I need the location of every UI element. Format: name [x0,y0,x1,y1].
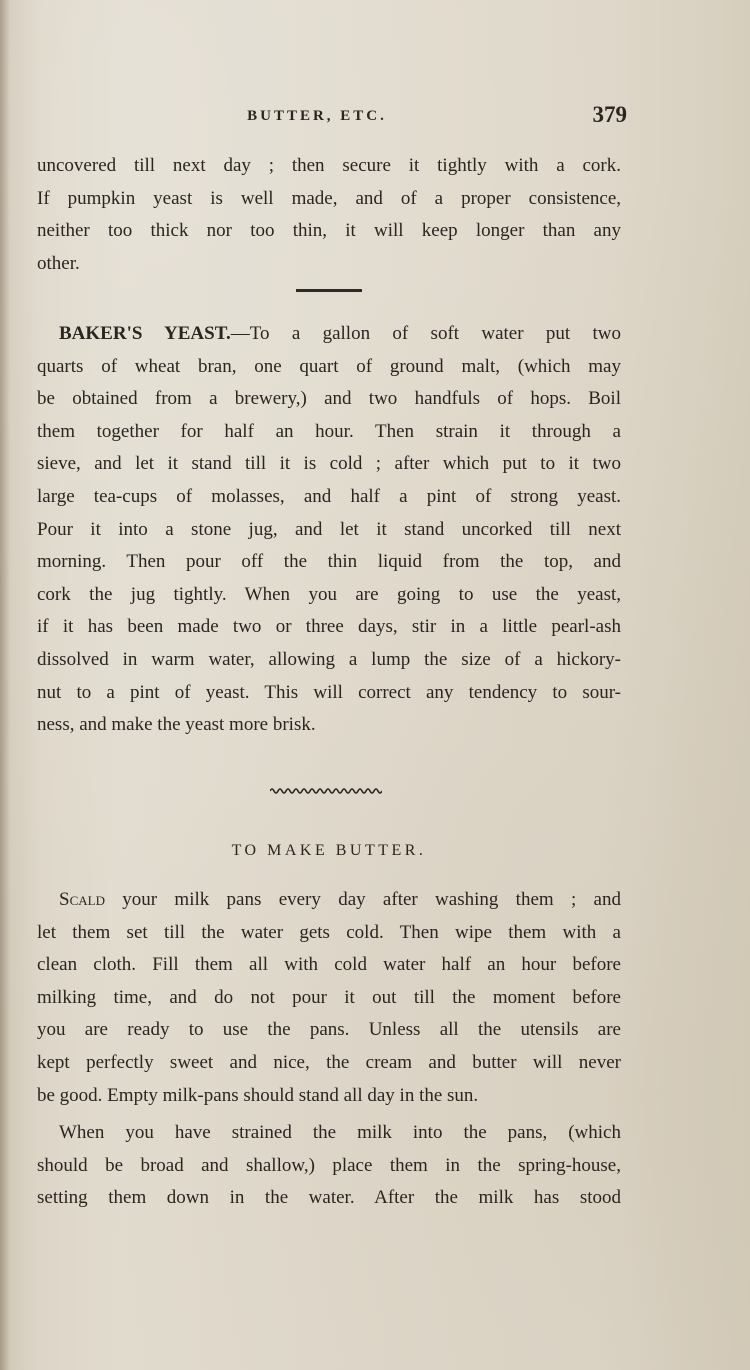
recipe-title-bakers-yeast: BAKER'S YEAST. [59,323,231,344]
text-fragment: your milk pans every day after washing them ; and [104,889,621,910]
text-line: you are ready to use the pans. Unless all the utensils are [37,1019,621,1041]
text-line: nut to a pint of yeast. This will correct any tendency to sour- [37,681,621,703]
spine-shadow [0,0,10,1370]
text-line: should be broad and shallow,) place them in the spring-house, [37,1154,621,1176]
text-line: if it has been made two or three days, stir in a little pearl-ash [37,616,621,638]
wavy-ornament [270,787,382,795]
text-line: let them set till the water gets cold. Then wipe them with a [37,921,621,943]
text-line: large tea-cups of molasses, and half a pint of strong yeast. [37,485,621,507]
drop-lead-word: Scald [59,889,105,910]
paragraph-butter-2 [37,1117,621,1215]
text-line: milking time, and do not pour it out till the moment before [37,986,621,1008]
text-line: cork the jug tightly. When you are going to use the yeast, [37,583,621,605]
paragraph-pumpkin-yeast-continued [37,150,621,280]
text-line: ness, and make the yeast more brisk. [37,714,316,736]
text-line [37,884,621,917]
text-line: clean cloth. Fill them all with cold water half an hour before [37,954,621,976]
text-fragment: —To a gallon of soft water put two [230,323,621,344]
text-line: dissolved in warm water, allowing a lump the size of a hickory- [37,648,621,670]
text-line: other. [37,252,80,274]
divider-rule [296,289,362,292]
text-line: be obtained from a brewery,) and two handfuls of hops. Boil [37,388,621,410]
section-heading: TO MAKE BUTTER. [231,842,427,859]
page-number: 379 [592,102,627,127]
text-line: quarts of wheat bran, one quart of ground malt, (which may [37,355,621,377]
text-line: uncovered till next day ; then secure it tightly with a cork. [37,155,621,176]
text-line: When you have strained the milk into the pans, (which [59,1122,621,1143]
running-title: BUTTER, ETC. [247,108,387,124]
text-line: them together for half an hour. Then strain it through a [37,420,621,442]
text-line: If pumpkin yeast is well made, and of a proper consistence, [37,187,621,209]
paragraph-butter-1 [37,884,621,1112]
text-line: kept perfectly sweet and nice, the cream and butter will never [37,1051,621,1073]
text-line: Pour it into a stone jug, and let it stand uncorked till next [37,518,621,540]
text-line: sieve, and let it stand till it is cold ; after which put to it two [37,453,621,475]
text-line [37,318,621,351]
paragraph-bakers-yeast [37,318,621,742]
text-line: be good. Empty milk-pans should stand all day in the sun. [37,1084,479,1106]
text-line: neither too thick nor too thin, it will keep longer than any [37,220,621,242]
running-head [37,104,627,134]
text-line: morning. Then pour off the thin liquid from the top, and [37,551,621,573]
text-line: setting them down in the water. After the milk has stood [37,1187,621,1209]
